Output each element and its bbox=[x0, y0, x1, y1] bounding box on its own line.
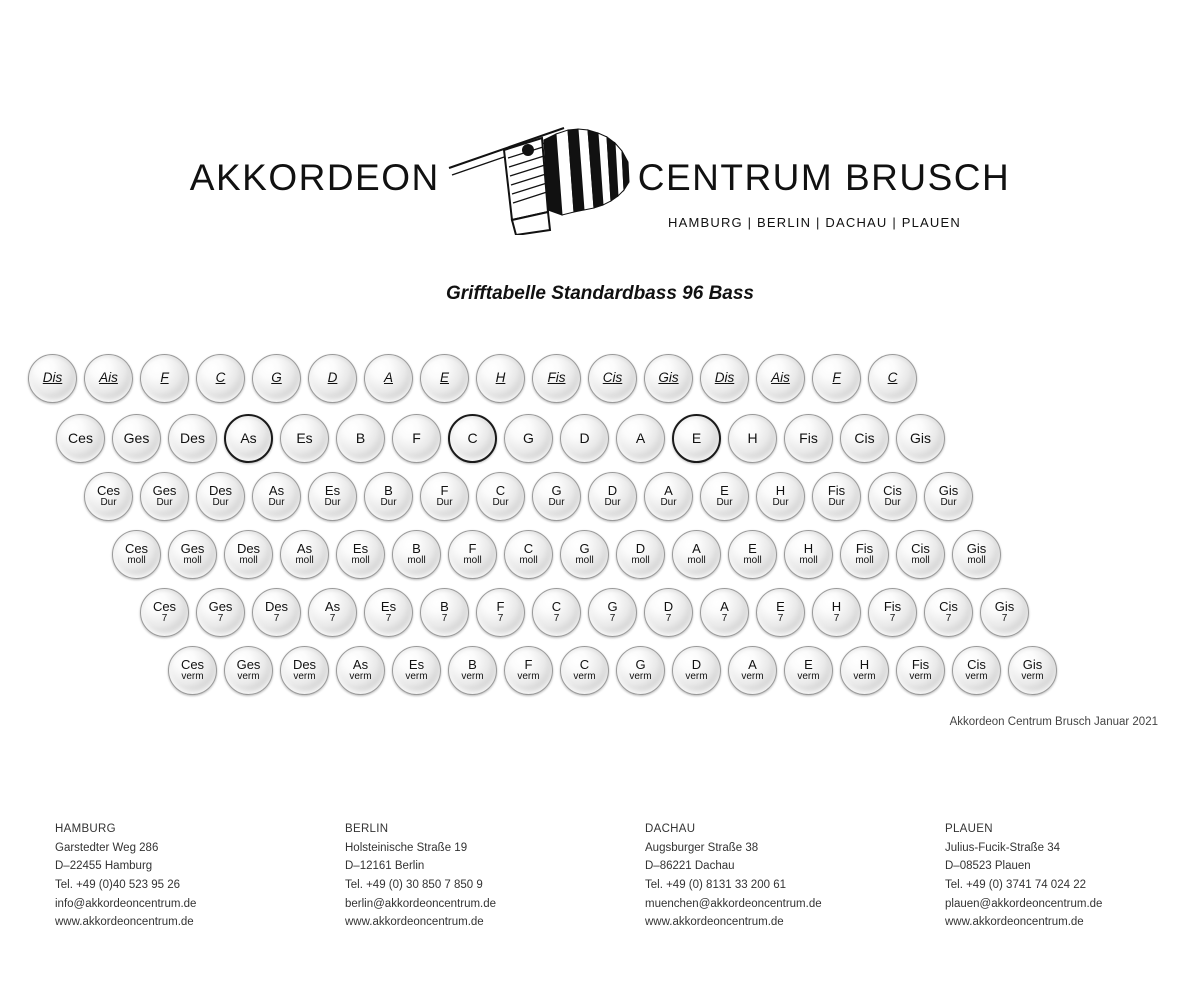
bass-button-label: H bbox=[495, 370, 506, 386]
bass-button[interactable] bbox=[224, 530, 273, 579]
bass-button-sublabel: 7 bbox=[609, 612, 616, 624]
bass-button-sublabel: verm bbox=[797, 670, 820, 682]
bass-button-sublabel: 7 bbox=[1001, 612, 1008, 624]
bass-button[interactable] bbox=[196, 472, 245, 521]
fundamental-bass-row bbox=[56, 410, 952, 466]
bass-button-label: E bbox=[804, 657, 813, 673]
bass-button-label: E bbox=[776, 599, 785, 615]
bass-button[interactable] bbox=[336, 530, 385, 579]
accordion-logo-icon bbox=[444, 120, 634, 235]
bass-button[interactable] bbox=[644, 588, 693, 637]
footer-column-plauen bbox=[945, 820, 1195, 932]
bass-button-label: Gis bbox=[994, 599, 1015, 615]
bass-button[interactable] bbox=[728, 646, 777, 695]
bass-button[interactable] bbox=[252, 354, 301, 403]
bass-button-label: Cis bbox=[967, 657, 986, 673]
bass-button-label: Gis bbox=[910, 429, 931, 446]
bass-button[interactable] bbox=[420, 354, 469, 403]
bass-button-sublabel: 7 bbox=[889, 612, 896, 624]
bass-button-label: Es bbox=[380, 599, 397, 615]
bass-button-label: Ges bbox=[123, 429, 150, 446]
bass-button[interactable] bbox=[336, 646, 385, 695]
bass-button-label: E bbox=[691, 429, 702, 446]
footer-website[interactable]: www.akkordeoncentrum.de bbox=[945, 916, 1084, 929]
footer-address-line: Augsburger Straße 38 bbox=[645, 841, 759, 854]
bass-button[interactable] bbox=[504, 414, 553, 463]
bass-button-label: A bbox=[692, 541, 701, 557]
bass-button-label: B bbox=[468, 657, 477, 673]
bass-button-label: A bbox=[720, 599, 729, 615]
bass-button[interactable] bbox=[168, 530, 217, 579]
bass-button-label: E bbox=[748, 541, 757, 557]
bass-button-label: Des bbox=[208, 483, 233, 499]
footer-email[interactable]: muenchen@akkordeoncentrum.de bbox=[645, 897, 822, 910]
bass-button-label: A bbox=[383, 370, 393, 386]
bass-button-label: C bbox=[215, 370, 226, 386]
bass-button[interactable] bbox=[560, 646, 609, 695]
bass-button-label: C bbox=[579, 657, 590, 673]
bass-button-sublabel: Dur bbox=[716, 496, 733, 508]
footer-address-line: D–08523 Plauen bbox=[945, 860, 1031, 873]
bass-button[interactable] bbox=[252, 588, 301, 637]
bass-button-label: Des bbox=[292, 657, 317, 673]
bass-button[interactable] bbox=[560, 530, 609, 579]
bass-button-sublabel: Dur bbox=[548, 496, 565, 508]
bass-button-label: As bbox=[240, 429, 257, 446]
bass-button-label: F bbox=[468, 541, 477, 557]
bass-button-sublabel: verm bbox=[853, 670, 876, 682]
diminished-row bbox=[168, 642, 1064, 698]
bass-button-sublabel: 7 bbox=[721, 612, 728, 624]
bass-button-label: Es bbox=[324, 483, 341, 499]
bass-button-sublabel: moll bbox=[127, 554, 146, 566]
bass-button-label: Cis bbox=[854, 429, 875, 446]
bass-button-label: F bbox=[524, 657, 533, 673]
bass-button-sublabel: verm bbox=[181, 670, 204, 682]
bass-button-label: G bbox=[551, 483, 562, 499]
bass-button-sublabel: verm bbox=[517, 670, 540, 682]
bass-button-label: Fis bbox=[547, 370, 566, 386]
minor-chord-row bbox=[112, 526, 1008, 582]
bass-button[interactable] bbox=[560, 414, 609, 463]
bass-button-sublabel: verm bbox=[1021, 670, 1044, 682]
bass-button[interactable] bbox=[812, 472, 861, 521]
bass-button[interactable] bbox=[588, 588, 637, 637]
bass-button-sublabel: 7 bbox=[329, 612, 336, 624]
bass-button-label: Es bbox=[408, 657, 425, 673]
bass-button-sublabel: 7 bbox=[161, 612, 168, 624]
page-header bbox=[0, 120, 1200, 305]
footer-address-line: Tel. +49 (0) 30 850 7 850 9 bbox=[345, 878, 483, 891]
footer-address-line: Tel. +49 (0)40 523 95 26 bbox=[55, 878, 180, 891]
bass-button-label: Fis bbox=[827, 483, 846, 499]
bass-button-sublabel: moll bbox=[351, 554, 370, 566]
bass-button[interactable] bbox=[644, 472, 693, 521]
bass-button-sublabel: moll bbox=[295, 554, 314, 566]
bass-button[interactable] bbox=[924, 588, 973, 637]
bass-button-label: E bbox=[720, 483, 729, 499]
bass-button-sublabel: Dur bbox=[380, 496, 397, 508]
bass-button-label: C bbox=[887, 370, 898, 386]
bass-button-label: D bbox=[579, 429, 590, 446]
bass-button-label: G bbox=[635, 657, 646, 673]
bass-button-sublabel: Dur bbox=[828, 496, 845, 508]
bass-button-label: Fis bbox=[799, 429, 818, 446]
bass-button[interactable] bbox=[728, 530, 777, 579]
footer-email[interactable]: plauen@akkordeoncentrum.de bbox=[945, 897, 1103, 910]
footer-address-line: Julius-Fucik-Straße 34 bbox=[945, 841, 1061, 854]
bass-button-sublabel: verm bbox=[349, 670, 372, 682]
footer-address-line: Holsteinische Straße 19 bbox=[345, 841, 468, 854]
bass-button[interactable] bbox=[364, 354, 413, 403]
bass-button-label: F bbox=[440, 483, 449, 499]
bass-button-chart bbox=[0, 350, 1200, 710]
footer-email[interactable]: berlin@akkordeoncentrum.de bbox=[345, 897, 497, 910]
bass-button-sublabel: verm bbox=[685, 670, 708, 682]
bass-button-label: Es bbox=[296, 429, 313, 446]
bass-button[interactable] bbox=[420, 588, 469, 637]
bass-button-label: Gis bbox=[1022, 657, 1043, 673]
bass-button[interactable] bbox=[616, 530, 665, 579]
bass-button[interactable] bbox=[896, 530, 945, 579]
bass-button-label: As bbox=[268, 483, 285, 499]
bass-button-sublabel: verm bbox=[461, 670, 484, 682]
bass-button-label: G bbox=[607, 599, 618, 615]
bass-button[interactable] bbox=[280, 530, 329, 579]
bass-button-label: Cis bbox=[883, 483, 902, 499]
bass-button-label: Ges bbox=[152, 483, 177, 499]
bass-button-label: Dis bbox=[42, 370, 63, 386]
bass-button-label: F bbox=[412, 429, 421, 446]
bass-button[interactable] bbox=[700, 588, 749, 637]
bass-button[interactable] bbox=[840, 646, 889, 695]
bass-button-sublabel: verm bbox=[909, 670, 932, 682]
bass-button-label: Gis bbox=[938, 483, 959, 499]
bass-button-sublabel: 7 bbox=[553, 612, 560, 624]
bass-button[interactable] bbox=[868, 588, 917, 637]
bass-button[interactable] bbox=[392, 646, 441, 695]
bass-button-sublabel: moll bbox=[687, 554, 706, 566]
bass-button-sublabel: moll bbox=[967, 554, 986, 566]
bass-button-sublabel: moll bbox=[631, 554, 650, 566]
bass-button-label: A bbox=[664, 483, 673, 499]
bass-button-sublabel: Dur bbox=[324, 496, 341, 508]
bass-button-label: As bbox=[324, 599, 341, 615]
bass-button-sublabel: moll bbox=[519, 554, 538, 566]
bass-button[interactable] bbox=[448, 414, 497, 463]
bass-button-sublabel: Dur bbox=[436, 496, 453, 508]
major-chord-row bbox=[84, 468, 980, 524]
bass-button[interactable] bbox=[224, 414, 273, 463]
bass-button-sublabel: 7 bbox=[833, 612, 840, 624]
bass-button[interactable] bbox=[196, 588, 245, 637]
bass-button[interactable] bbox=[896, 646, 945, 695]
bass-button-sublabel: Dur bbox=[268, 496, 285, 508]
credit-note: Akkordeon Centrum Brusch Januar 2021 bbox=[949, 716, 1158, 728]
bass-button-label: C bbox=[495, 483, 506, 499]
bass-button[interactable] bbox=[308, 472, 357, 521]
bass-button[interactable] bbox=[532, 472, 581, 521]
bass-button-label: C bbox=[467, 429, 478, 446]
bass-button[interactable] bbox=[504, 646, 553, 695]
bass-button[interactable] bbox=[112, 414, 161, 463]
bass-button-label: Gis bbox=[658, 370, 679, 386]
bass-button[interactable] bbox=[280, 414, 329, 463]
bass-button-label: D bbox=[663, 599, 674, 615]
footer-address-line: Tel. +49 (0) 8131 33 200 61 bbox=[645, 878, 786, 891]
bass-button[interactable] bbox=[224, 646, 273, 695]
bass-button-sublabel: Dur bbox=[884, 496, 901, 508]
bass-button[interactable] bbox=[588, 354, 637, 403]
bass-button-sublabel: Dur bbox=[492, 496, 509, 508]
bass-button[interactable] bbox=[616, 646, 665, 695]
bass-button-label: D bbox=[635, 541, 646, 557]
bass-button[interactable] bbox=[840, 414, 889, 463]
bass-button-sublabel: moll bbox=[575, 554, 594, 566]
bass-button[interactable] bbox=[140, 588, 189, 637]
bass-button[interactable] bbox=[644, 354, 693, 403]
footer-city: PLAUEN bbox=[945, 823, 993, 835]
bass-button-label: Fis bbox=[911, 657, 930, 673]
bass-button-label: Ais bbox=[99, 370, 118, 386]
bass-button-label: D bbox=[691, 657, 702, 673]
bass-button[interactable] bbox=[252, 472, 301, 521]
bass-button-label: Ges bbox=[236, 657, 261, 673]
bass-button[interactable] bbox=[868, 354, 917, 403]
bass-button-sublabel: moll bbox=[239, 554, 258, 566]
bass-button-label: Ces bbox=[152, 599, 177, 615]
bass-button[interactable] bbox=[168, 414, 217, 463]
bass-button[interactable] bbox=[896, 414, 945, 463]
bass-button-sublabel: verm bbox=[629, 670, 652, 682]
footer bbox=[0, 820, 1200, 932]
bass-button-label: Ges bbox=[208, 599, 233, 615]
footer-column-dachau bbox=[645, 820, 945, 932]
footer-email[interactable]: info@akkordeoncentrum.de bbox=[55, 897, 197, 910]
bass-button[interactable] bbox=[1008, 646, 1057, 695]
bass-button[interactable] bbox=[868, 472, 917, 521]
bass-button-sublabel: Dur bbox=[604, 496, 621, 508]
bass-button[interactable] bbox=[168, 646, 217, 695]
bass-button[interactable] bbox=[812, 354, 861, 403]
bass-button[interactable] bbox=[84, 354, 133, 403]
bass-button-sublabel: moll bbox=[743, 554, 762, 566]
bass-button[interactable] bbox=[476, 354, 525, 403]
bass-button[interactable] bbox=[476, 588, 525, 637]
bass-button-label: Cis bbox=[602, 370, 623, 386]
bass-button-label: A bbox=[748, 657, 757, 673]
bass-button[interactable] bbox=[924, 472, 973, 521]
bass-button-label: Des bbox=[180, 429, 205, 446]
bass-button-label: Fis bbox=[855, 541, 874, 557]
bass-button[interactable] bbox=[504, 530, 553, 579]
bass-button[interactable] bbox=[364, 588, 413, 637]
bass-button[interactable] bbox=[756, 472, 805, 521]
bass-button[interactable] bbox=[700, 472, 749, 521]
bass-button-label: H bbox=[831, 599, 842, 615]
brand-name-left: AKKORDEON bbox=[189, 156, 440, 198]
bass-button-sublabel: Dur bbox=[772, 496, 789, 508]
bass-button-sublabel: verm bbox=[405, 670, 428, 682]
bass-button-sublabel: moll bbox=[407, 554, 426, 566]
bass-button[interactable] bbox=[812, 588, 861, 637]
footer-website[interactable]: www.akkordeoncentrum.de bbox=[345, 916, 484, 929]
bass-button[interactable] bbox=[728, 414, 777, 463]
bass-button-label: G bbox=[271, 370, 282, 386]
bass-button-sublabel: verm bbox=[293, 670, 316, 682]
bass-button-label: As bbox=[296, 541, 313, 557]
bass-button-sublabel: moll bbox=[183, 554, 202, 566]
bass-button-label: E bbox=[439, 370, 449, 386]
bass-button[interactable] bbox=[840, 530, 889, 579]
bass-button-sublabel: verm bbox=[741, 670, 764, 682]
footer-address-line: Garstedter Weg 286 bbox=[55, 841, 159, 854]
bass-button-label: Ges bbox=[180, 541, 205, 557]
bass-button-label: Cis bbox=[911, 541, 930, 557]
bass-button-label: B bbox=[412, 541, 421, 557]
bass-button[interactable] bbox=[952, 530, 1001, 579]
bass-button[interactable] bbox=[588, 472, 637, 521]
bass-button-sublabel: Dur bbox=[212, 496, 229, 508]
bass-button[interactable] bbox=[952, 646, 1001, 695]
bass-button[interactable] bbox=[280, 646, 329, 695]
bass-button-label: F bbox=[832, 370, 841, 386]
bass-button-label: F bbox=[160, 370, 169, 386]
bass-button-label: H bbox=[859, 657, 870, 673]
bass-button[interactable] bbox=[84, 472, 133, 521]
bass-button-sublabel: 7 bbox=[497, 612, 504, 624]
bass-button-label: G bbox=[579, 541, 590, 557]
bass-button[interactable] bbox=[980, 588, 1029, 637]
bass-button-sublabel: 7 bbox=[945, 612, 952, 624]
bass-button[interactable] bbox=[448, 530, 497, 579]
bass-button-label: Fis bbox=[883, 599, 902, 615]
footer-column-hamburg bbox=[55, 820, 345, 932]
bass-button-label: G bbox=[523, 429, 534, 446]
bass-button[interactable] bbox=[448, 646, 497, 695]
bass-button-sublabel: 7 bbox=[665, 612, 672, 624]
bass-button[interactable] bbox=[532, 588, 581, 637]
bass-button[interactable] bbox=[140, 472, 189, 521]
bass-button[interactable] bbox=[784, 646, 833, 695]
bass-button[interactable] bbox=[672, 646, 721, 695]
bass-button-label: B bbox=[384, 483, 393, 499]
bass-button-sublabel: Dur bbox=[940, 496, 957, 508]
bass-button[interactable] bbox=[784, 530, 833, 579]
bass-button-label: D bbox=[607, 483, 618, 499]
bass-button-sublabel: moll bbox=[799, 554, 818, 566]
brand-name-right: CENTRUM BRUSCH bbox=[637, 156, 1011, 198]
bass-button[interactable] bbox=[308, 354, 357, 403]
bass-button[interactable] bbox=[756, 588, 805, 637]
bass-button-label: As bbox=[352, 657, 369, 673]
bass-button[interactable] bbox=[336, 414, 385, 463]
bass-button-label: C bbox=[523, 541, 534, 557]
bass-button[interactable] bbox=[392, 530, 441, 579]
bass-button-sublabel: Dur bbox=[156, 496, 173, 508]
bass-button-sublabel: moll bbox=[911, 554, 930, 566]
footer-address-line: D–86221 Dachau bbox=[645, 860, 735, 873]
bass-button-sublabel: Dur bbox=[100, 496, 117, 508]
footer-address-line: D–12161 Berlin bbox=[345, 860, 425, 873]
bass-button[interactable] bbox=[700, 354, 749, 403]
bass-button-sublabel: verm bbox=[237, 670, 260, 682]
bass-button[interactable] bbox=[140, 354, 189, 403]
bass-button-label: Gis bbox=[966, 541, 987, 557]
bass-button-label: H bbox=[775, 483, 786, 499]
footer-city: HAMBURG bbox=[55, 823, 116, 835]
bass-button-label: Ces bbox=[180, 657, 205, 673]
bass-button[interactable] bbox=[420, 472, 469, 521]
bass-button-sublabel: 7 bbox=[441, 612, 448, 624]
bass-button[interactable] bbox=[476, 472, 525, 521]
bass-button-label: Dis bbox=[714, 370, 735, 386]
bass-button-label: Ces bbox=[96, 483, 121, 499]
bass-button[interactable] bbox=[196, 354, 245, 403]
bass-button[interactable] bbox=[392, 414, 441, 463]
bass-button-label: H bbox=[747, 429, 758, 446]
bass-button-label: A bbox=[635, 429, 646, 446]
bass-button-sublabel: 7 bbox=[273, 612, 280, 624]
bass-button[interactable] bbox=[672, 414, 721, 463]
bass-button-label: H bbox=[803, 541, 814, 557]
bass-button-sublabel: verm bbox=[573, 670, 596, 682]
bass-button[interactable] bbox=[672, 530, 721, 579]
footer-column-berlin bbox=[345, 820, 645, 932]
footer-city: DACHAU bbox=[645, 823, 696, 835]
bass-button-label: Des bbox=[264, 599, 289, 615]
page-title: Grifftabelle Standardbass 96 Bass bbox=[446, 283, 754, 304]
bass-button-label: Des bbox=[236, 541, 261, 557]
bass-button[interactable] bbox=[112, 530, 161, 579]
footer-website[interactable]: www.akkordeoncentrum.de bbox=[55, 916, 194, 929]
footer-city: BERLIN bbox=[345, 823, 389, 835]
footer-address-line: Tel. +49 (0) 3741 74 024 22 bbox=[945, 878, 1086, 891]
brand-locations: HAMBURG | BERLIN | DACHAU | PLAUEN bbox=[668, 215, 961, 230]
dominant-seventh-row bbox=[140, 584, 1036, 640]
bass-button[interactable] bbox=[784, 414, 833, 463]
bass-button-sublabel: moll bbox=[463, 554, 482, 566]
bass-button[interactable] bbox=[28, 354, 77, 403]
bass-button-sublabel: 7 bbox=[217, 612, 224, 624]
bass-button-sublabel: verm bbox=[965, 670, 988, 682]
bass-button-label: Cis bbox=[939, 599, 958, 615]
bass-button-label: Ais bbox=[771, 370, 790, 386]
bass-button[interactable] bbox=[364, 472, 413, 521]
bass-button[interactable] bbox=[532, 354, 581, 403]
bass-button[interactable] bbox=[56, 414, 105, 463]
bass-button-sublabel: Dur bbox=[660, 496, 677, 508]
footer-address-line: D–22455 Hamburg bbox=[55, 860, 153, 873]
bass-button-label: D bbox=[327, 370, 338, 386]
bass-button-label: Ces bbox=[68, 429, 93, 446]
bass-button-sublabel: 7 bbox=[385, 612, 392, 624]
bass-button-sublabel: moll bbox=[855, 554, 874, 566]
bass-button-sublabel: 7 bbox=[777, 612, 784, 624]
bass-button[interactable] bbox=[756, 354, 805, 403]
bass-button-label: B bbox=[440, 599, 449, 615]
footer-website[interactable]: www.akkordeoncentrum.de bbox=[645, 916, 784, 929]
bass-button[interactable] bbox=[308, 588, 357, 637]
bass-button-label: Es bbox=[352, 541, 369, 557]
bass-button-label: F bbox=[496, 599, 505, 615]
bass-button-label: B bbox=[355, 429, 366, 446]
counter-bass-row bbox=[28, 350, 924, 406]
bass-button[interactable] bbox=[616, 414, 665, 463]
bass-button-label: Ces bbox=[124, 541, 149, 557]
bass-button-label: C bbox=[551, 599, 562, 615]
